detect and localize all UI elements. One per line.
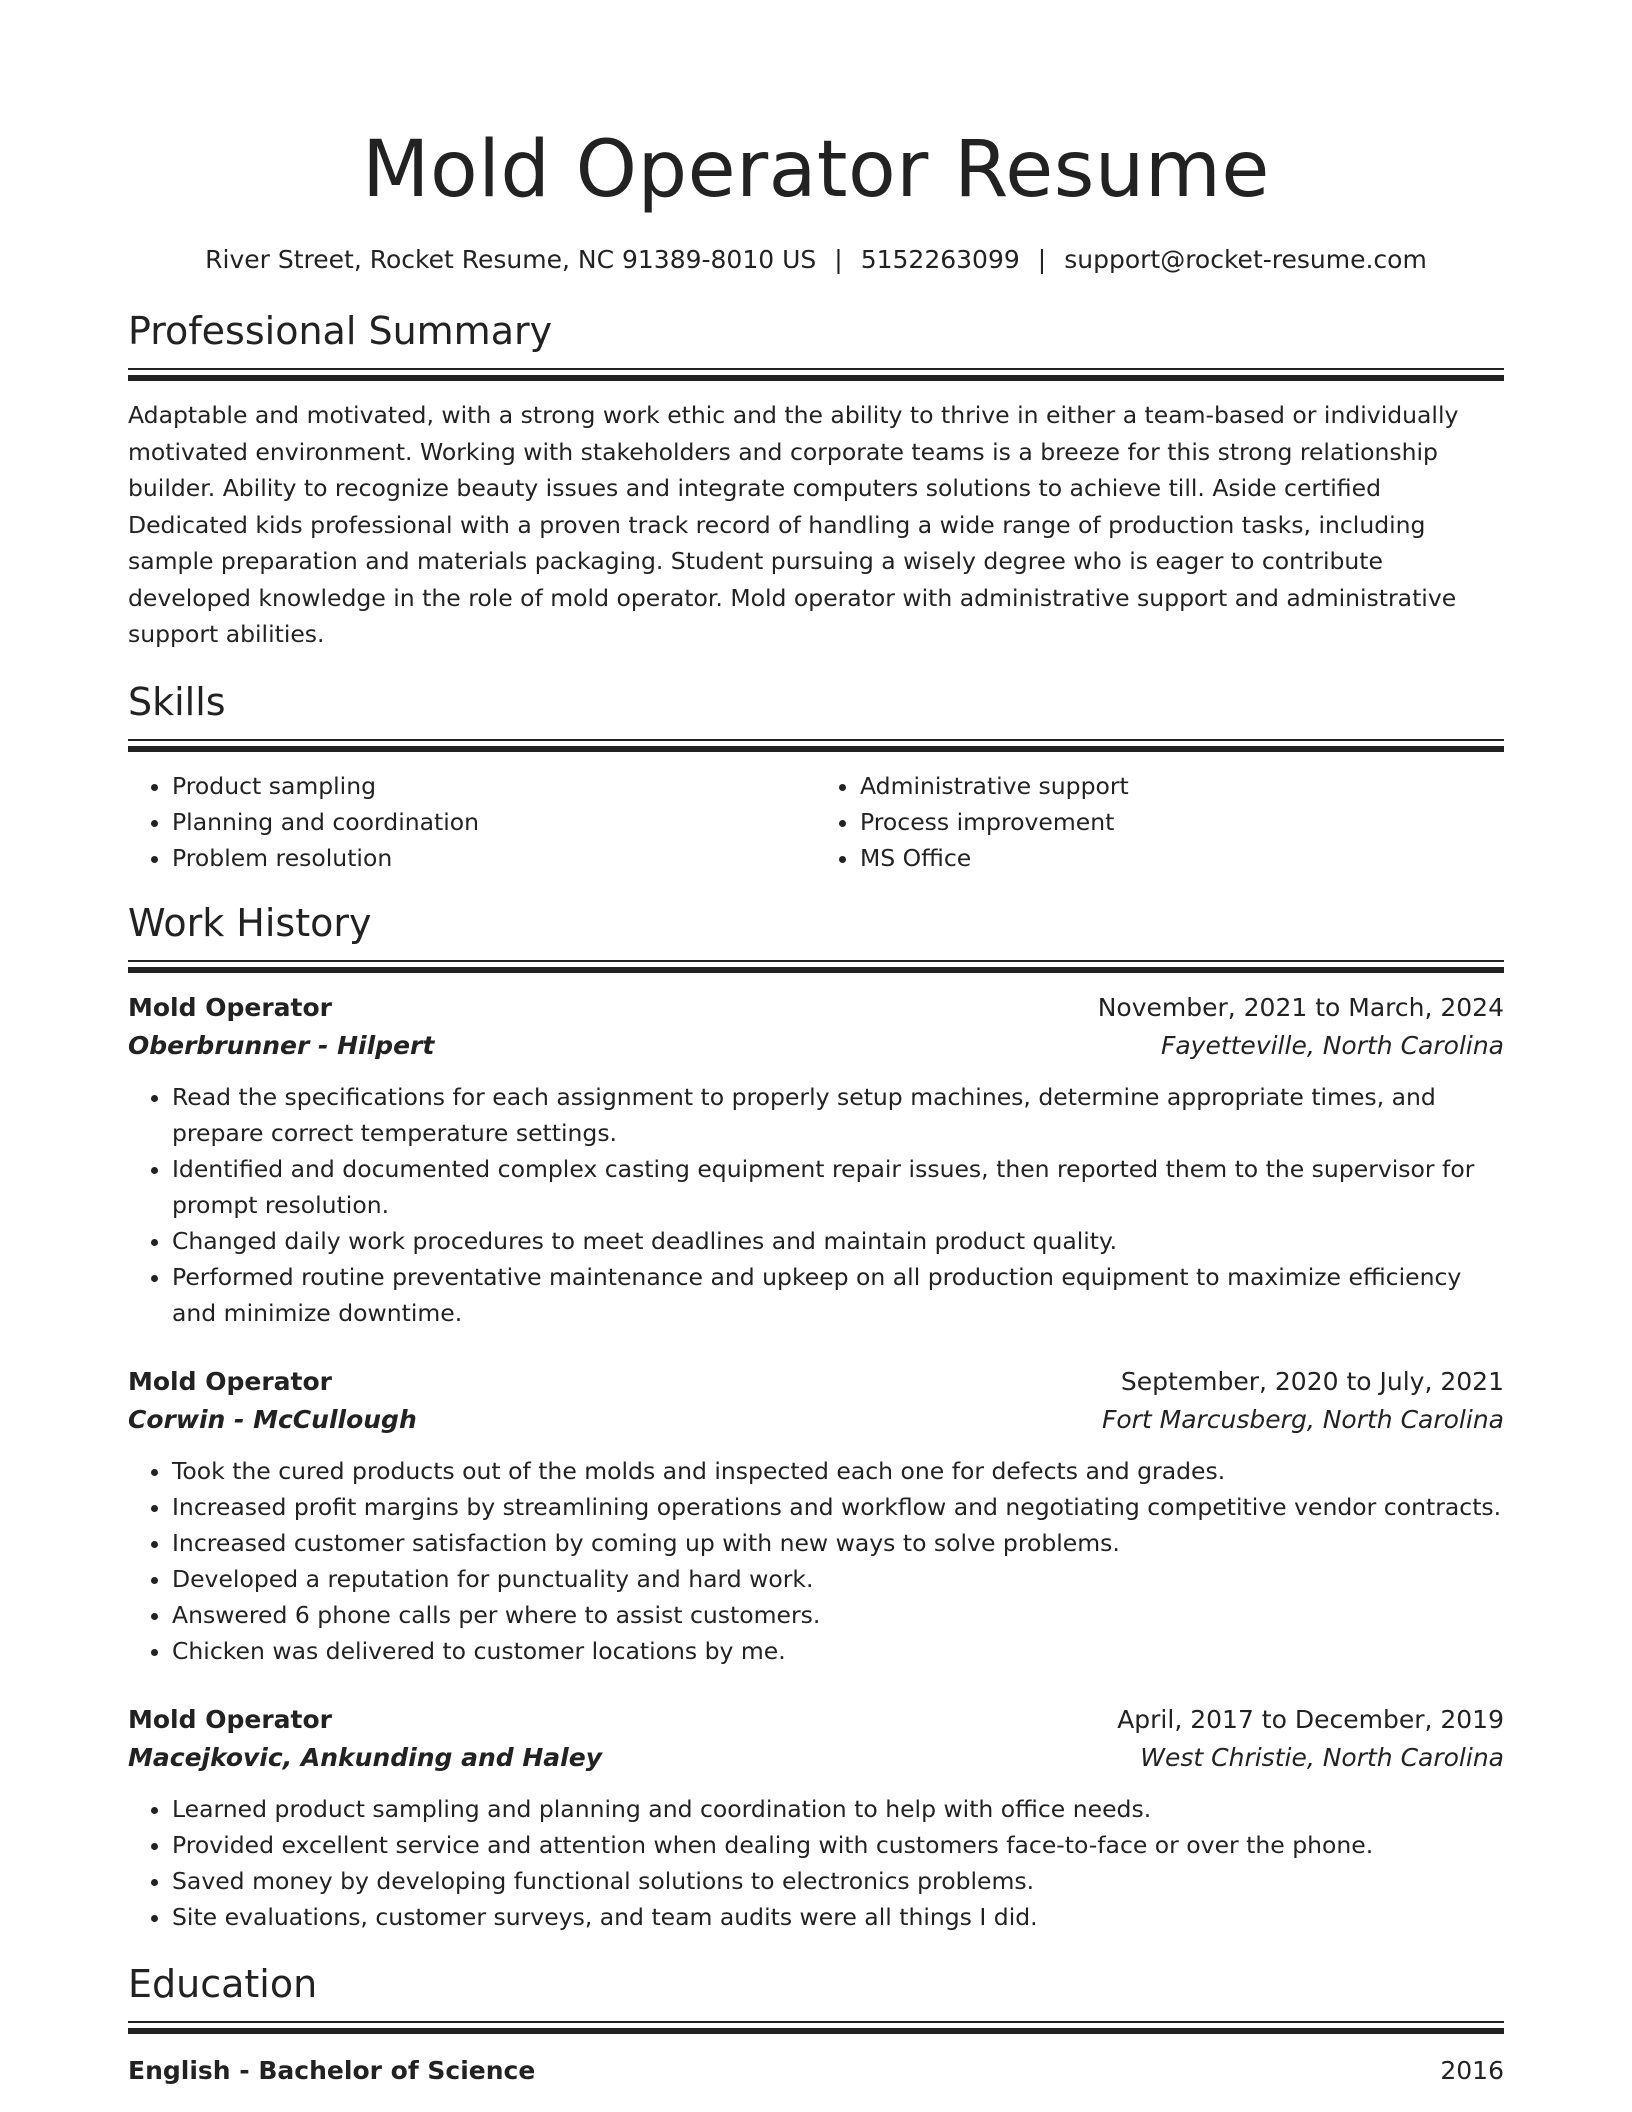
contact-separator: |: [1037, 245, 1047, 274]
skills-section: [128, 677, 1504, 876]
education-degree: English - Bachelor of Science: [128, 2055, 536, 2085]
job-header: [128, 1701, 1504, 1739]
job-bullet: • Developed a reputation for punctuality and hard work.: [172, 1561, 1504, 1597]
skills-column-right: [816, 768, 1504, 876]
job-location: West Christie, North Carolina: [1140, 1742, 1504, 1772]
section-title-summary: Professional Summary: [128, 309, 553, 353]
job-bullet: • Saved money by developing functional solutions to electronics problems.: [172, 1863, 1504, 1899]
job-bullets: [128, 1453, 1504, 1669]
contact-separator: |: [834, 245, 843, 274]
job-bullet: • Provided excellent service and attention when dealing with customers face-to-face or over the phone.: [172, 1827, 1504, 1863]
job-bullet: • Identified and documented complex casting equipment repair issues, then reported them to the supervisor for prompt resolution.: [172, 1151, 1504, 1223]
job-bullets: [128, 1791, 1504, 1935]
education-year: 2016: [1440, 2055, 1504, 2085]
summary-text: Adaptable and motivated, with a strong work ethic and the ability to thrive in either a team-based or individually motivated environment. Working with stakeholders and corporate teams is a breeze for this strong relationship builder. Ability to recognize beauty issues and integrate computers solutions to achieve till. Aside certified Dedicated kids professional with a proven track record of handling a wide range of production tasks, including sample preparation and materials packaging. Student pursuing a wisely degree who is eager to contribute developed knowledge in the role of mold operator. Mold operator with administrative support and administrative support abilities.: [128, 401, 1459, 648]
contact-email: support@rocket-resume.com: [1064, 245, 1427, 274]
education-section: [128, 1959, 1504, 2090]
section-divider: [128, 2021, 1504, 2034]
job-bullet: • Learned product sampling and planning and coordination to help with office needs.: [172, 1791, 1504, 1827]
summary-section: [128, 306, 1504, 653]
job-company: Oberbrunner - Hilpert: [128, 1030, 435, 1060]
skills-column-left: [128, 768, 816, 876]
job-bullet: • Chicken was delivered to customer locations by me.: [172, 1633, 1504, 1669]
work-history-section: [128, 898, 1504, 1935]
skill-item: • Problem resolution: [172, 840, 816, 876]
job-entry: [128, 1701, 1504, 1935]
skill-item: • Process improvement: [860, 804, 1504, 840]
job-subheader: [128, 1401, 1504, 1439]
section-title-work: Work History: [128, 900, 372, 945]
skill-item: • Product sampling: [172, 768, 816, 804]
job-header: [128, 1363, 1504, 1401]
contact-line: [128, 242, 1504, 278]
job-bullet: • Answered 6 phone calls per where to assist customers.: [172, 1597, 1504, 1633]
resume-title: Mold Operator Resume: [362, 125, 1270, 215]
job-company: Corwin - McCullough: [128, 1404, 417, 1434]
skills-list: [128, 768, 1504, 876]
job-subheader: [128, 1027, 1504, 1065]
job-title: Mold Operator: [128, 1366, 332, 1396]
job-location: Fort Marcusberg, North Carolina: [1101, 1404, 1504, 1434]
job-title: Mold Operator: [128, 992, 332, 1022]
contact-phone: 5152263099: [860, 245, 1020, 274]
job-bullet: • Increased profit margins by streamlining operations and workflow and negotiating competitive vendor contracts.: [172, 1489, 1504, 1525]
job-entry: [128, 1363, 1504, 1669]
section-divider: [128, 368, 1504, 381]
job-bullet: • Performed routine preventative maintenance and upkeep on all production equipment to maximize efficiency and minimize downtime.: [172, 1259, 1504, 1331]
job-location: Fayetteville, North Carolina: [1160, 1030, 1504, 1060]
job-dates: April, 2017 to December, 2019: [1117, 1704, 1504, 1734]
section-divider: [128, 739, 1504, 752]
section-title-education: Education: [128, 1961, 318, 2006]
education-entry: [128, 2052, 1504, 2090]
job-title: Mold Operator: [128, 1704, 332, 1734]
job-header: [128, 989, 1504, 1027]
skill-item: • MS Office: [860, 840, 1504, 876]
job-entry: [128, 989, 1504, 1331]
job-dates: November, 2021 to March, 2024: [1097, 992, 1504, 1022]
job-bullets: [128, 1079, 1504, 1331]
contact-address: River Street, Rocket Resume, NC 91389-8010 US: [205, 245, 817, 274]
job-dates: September, 2020 to July, 2021: [1120, 1366, 1504, 1396]
job-bullet: • Increased customer satisfaction by coming up with new ways to solve problems.: [172, 1525, 1504, 1561]
job-bullet: • Changed daily work procedures to meet deadlines and maintain product quality.: [172, 1223, 1504, 1259]
job-subheader: [128, 1739, 1504, 1777]
skill-item: • Administrative support: [860, 768, 1504, 804]
job-bullet: • Site evaluations, customer surveys, and team audits were all things I did.: [172, 1899, 1504, 1935]
job-bullet: • Read the specifications for each assignment to properly setup machines, determine appropriate times, and prepare correct temperature settings.: [172, 1079, 1504, 1151]
section-title-skills: Skills: [128, 679, 226, 724]
section-divider: [128, 960, 1504, 973]
skill-item: • Planning and coordination: [172, 804, 816, 840]
job-company: Macejkovic, Ankunding and Haley: [128, 1742, 602, 1772]
job-bullet: • Took the cured products out of the molds and inspected each one for defects and grades.: [172, 1453, 1504, 1489]
